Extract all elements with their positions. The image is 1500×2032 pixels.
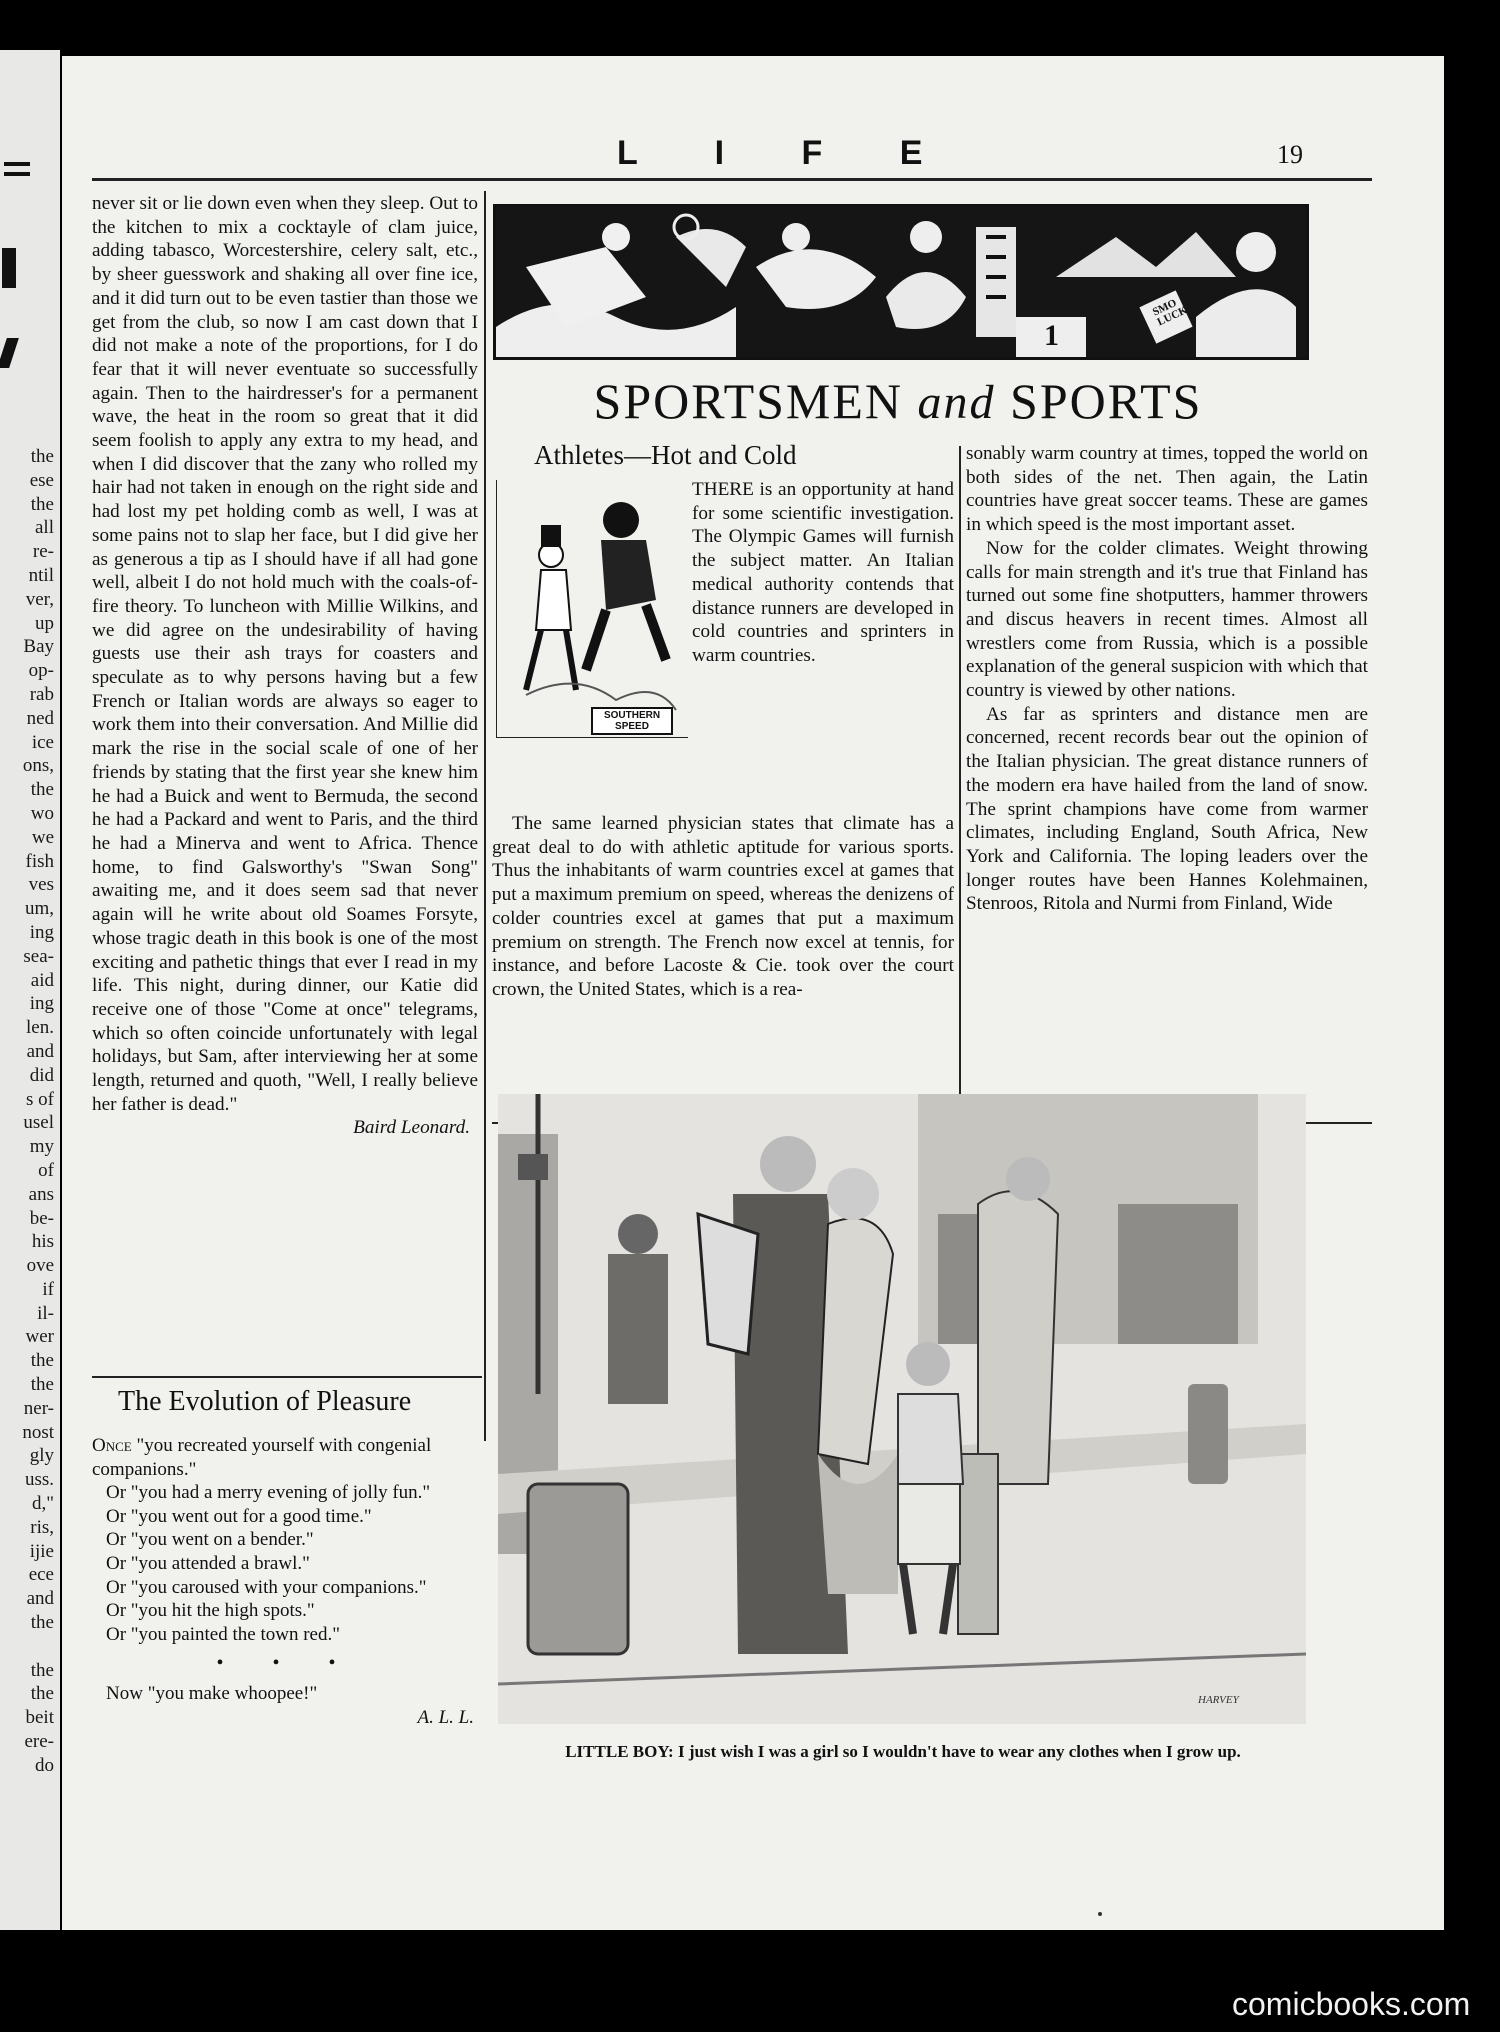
prev-page-word: did <box>29 1064 54 1086</box>
poem-line: Or "you hit the high spots." <box>106 1600 315 1622</box>
prev-page-word: and <box>26 1040 54 1062</box>
page-number: 19 <box>1277 140 1303 169</box>
prev-page-word: the <box>30 493 54 515</box>
prev-page-word: ece <box>28 1564 54 1586</box>
prev-page-word: the <box>30 1612 54 1634</box>
poem-line: Or "you went on a bender." <box>106 1529 314 1551</box>
page-mark-dot <box>1098 1912 1102 1916</box>
prev-page-word: gly <box>29 1445 54 1467</box>
evolution-title: The Evolution of Pleasure <box>118 1386 412 1417</box>
prev-page-word: we <box>31 826 54 848</box>
prev-page-word <box>4 1635 54 1659</box>
previous-page-margin <box>0 50 60 1930</box>
prev-page-mark <box>4 162 30 166</box>
prev-page-word: and <box>26 1588 54 1610</box>
article-subhead: Athletes—Hot and Cold <box>534 440 797 470</box>
prev-page-word: ice <box>31 731 54 753</box>
prev-page-word: fish <box>25 850 54 872</box>
prev-page-word: the <box>30 446 54 467</box>
prev-page-word: ver, <box>25 588 54 610</box>
diary-signature: Baird Leonard. <box>353 1117 470 1139</box>
banner-podium-label: 1 <box>1044 319 1059 352</box>
poem-line: Or "you caroused with your companions." <box>106 1576 427 1598</box>
prev-page-word: ris, <box>30 1516 54 1538</box>
sports-title-word: SPORTSMEN <box>593 373 904 429</box>
prev-page-word: ove <box>26 1255 54 1277</box>
poem-line: Or "you attended a brawl." <box>106 1552 310 1574</box>
prev-page-word: ans <box>28 1183 54 1205</box>
prev-page-mark <box>4 172 30 176</box>
header-rule <box>92 178 1372 181</box>
prev-page-word: ese <box>29 469 54 491</box>
sports-middle-column-bottom <box>492 812 954 1002</box>
prev-page-word: if <box>42 1278 54 1300</box>
prev-page-word: usel <box>23 1112 54 1134</box>
prev-page-word: s of <box>26 1088 54 1110</box>
sports-title-and: and <box>917 376 996 429</box>
prev-page-word: sea- <box>23 945 54 967</box>
caption-speaker: LITTLE BOY: <box>565 1742 674 1761</box>
sports-banner-illustration <box>493 204 1309 360</box>
prev-page-word: ijie <box>29 1540 54 1562</box>
prev-page-word: be- <box>29 1207 54 1229</box>
prev-page-word: the <box>30 1374 54 1396</box>
sports-title <box>493 372 1303 430</box>
banner-art <box>496 207 1306 357</box>
prev-page-word: ing <box>29 921 54 943</box>
sports-paragraph-1-text: is an opportunity at hand for some scientific investigation. The Olympic Games will furnish the subject matter. An Italian medical authority contends that distance runners are developed in cold countries and sprinters in warm countries. <box>692 479 954 666</box>
prev-page-word: of <box>38 1159 54 1181</box>
poem-dots: • • • <box>216 1652 358 1675</box>
prev-page-word: ves <box>28 874 54 896</box>
prev-page-word: the <box>30 1350 54 1372</box>
sports-lead-word: THERE <box>692 479 754 500</box>
prev-page-word: the <box>30 1659 54 1681</box>
prev-page-word: rab <box>29 683 54 705</box>
sports-paragraph-2: The same learned physician states that climate has a great deal to do with athletic aptitude for various sports. Thus the inhabitants of warm countries excel at games that put a maximum premium on speed, whereas the denizens of colder countries excel at games that put a maximum premium on strength. The French now excel at tennis, for instance, and before Lacoste & Cie. took over the court crown, the United States, which is a rea- <box>492 813 954 1000</box>
prev-page-word: wo <box>30 802 54 824</box>
cartoon-caption <box>518 1740 1288 1764</box>
prev-page-word: len. <box>26 1017 54 1039</box>
diary-paragraph: never sit or lie down even when they sleep. Out to the kitchen to mix a cocktayle of clam juice, adding tabasco, Worcestershire, celery salt, etc., by sheer guesswork and shaking all over fine ice, and it did turn out to be even tastier than those we get from the club, so now I am cast down that I did not make a note of the proportions, for I do fear that it will never eventuate so successfully again. Then to the hairdresser's for a permanent wave, the heat in the room so great that it did seem foolish to apply any extra to my head, and when I did discover that the zany who rolled my hair had not taken in enough on the right side and had lost my pet holding comb as well, I was at some pains not to slap her face, but I did give her as generous a tip as I should have if all had gone well, albeit I do not hold much with the coals-of-fire theory. To luncheon with Millie Wilkins, and we did agree on the undesirability of having guests use their ash trays for coasters and speculate as to why persons having but a few French or Italian words are always so eager to work them into their conversation. And Millie did mark the rise in the social scale of one of her friends by stating that the first year she knew him he had a Buick and went to Bermuda, the second he had a Packard and went to Paris, and the third he had a Minerva and went to Africa. Thence home, to find Galsworthy's "Swan Song" awaiting me, and it does seem sad that never again will he write about old Soames Forsyte, whose tragic death in this book is one of the most exciting and pathetic things that ever I read in my life. This night, during dinner, our Katie did receive one of those "Come at once" telegrams, which so often coincide unfortunately with legal holidays, but Sam, after interviewing her at some length, returned and quoth, "Well, I really believe her father is dead." <box>92 193 478 1115</box>
prev-page-word: ntil <box>28 564 54 586</box>
cartoon-artist-signature: HARVEY <box>1198 1694 1239 1706</box>
sports-middle-column-top <box>692 478 954 668</box>
prev-page-word: wer <box>25 1326 54 1348</box>
sports-paragraph-1 <box>692 478 954 668</box>
prev-page-word: ere- <box>24 1731 54 1753</box>
cartoon-art <box>498 1094 1306 1724</box>
sports-right-column <box>966 442 1368 916</box>
prev-page-word: ons, <box>22 755 54 777</box>
prev-page-word: il- <box>37 1302 54 1324</box>
prev-page-word: re- <box>32 541 54 563</box>
prev-page-word: up <box>35 612 54 634</box>
prev-page-word: aid <box>30 969 54 991</box>
poem-line: Or "you painted the town red." <box>106 1623 340 1645</box>
prev-page-word: the <box>30 1683 54 1705</box>
prev-page-word: op- <box>28 660 54 682</box>
sports-paragraph-5: As far as sprinters and distance men are concerned, recent records bear out the opinion of the Italian physician. The great distance runners of the modern era have hailed from the land of snow. The sprint champions have come from warmer climates, including England, South Africa, New York and California. The loping leaders over the longer routes have been Hannes Kolehmainen, Stenroos, Ritola and Nurmi from Finland, Wide <box>966 703 1368 915</box>
prev-page-word: his <box>31 1231 54 1253</box>
caption-text: I just wish I was a girl so I wouldn't have to wear any clothes when I grow up. <box>673 1742 1241 1761</box>
poem-line: Or "you went out for a good time." <box>106 1505 372 1527</box>
southern-speed-illustration <box>496 480 688 738</box>
prev-page-word: ing <box>29 993 54 1015</box>
magazine-title: L I F E <box>617 134 957 172</box>
prev-page-word: my <box>29 1136 54 1158</box>
prev-page-word: all <box>35 517 54 539</box>
prev-page-word: um, <box>24 898 54 920</box>
section-rule <box>92 1376 482 1378</box>
banner-luck-label: SMO LUCK <box>1150 296 1190 329</box>
prev-page-word: the <box>30 779 54 801</box>
prev-page-glyph <box>2 248 16 288</box>
sports-paragraph-3: sonably warm country at times, topped the world on both sides of the net. Then again, the Latin countries have great soccer teams. These are games in which speed is the most important asset. <box>966 443 1368 536</box>
poem-line: Once "you recreated yourself with congenial companions." <box>92 1435 432 1480</box>
poem-closing: Now "you make whoopee!" <box>106 1682 318 1704</box>
prev-page-word: ned <box>26 707 54 729</box>
southern-speed-art <box>496 480 688 738</box>
prev-page-word: d," <box>31 1493 54 1515</box>
poem-signature: A. L. L. <box>417 1706 474 1728</box>
prev-page-word: uss. <box>24 1469 54 1491</box>
cartoon-illustration <box>498 1094 1306 1724</box>
evolution-poem <box>92 1434 482 1729</box>
watermark: comicbooks.com <box>1232 1986 1471 2022</box>
column-rule-right <box>959 446 961 1118</box>
prev-page-word: beit <box>25 1707 54 1729</box>
column-rule-left <box>484 191 486 1441</box>
southern-speed-label: SOUTHERN SPEED <box>603 710 661 732</box>
prev-page-word: nost <box>22 1421 54 1443</box>
magazine-page <box>62 56 1444 1930</box>
left-column <box>92 192 478 1140</box>
prev-page-word: Bay <box>23 636 54 658</box>
prev-page-word: ner- <box>23 1397 54 1419</box>
prev-page-word: do <box>35 1754 54 1776</box>
poem-line: Or "you had a merry evening of jolly fun." <box>106 1482 431 1504</box>
sports-title-word: SPORTS <box>1010 373 1203 429</box>
prev-page-glyph <box>0 338 19 368</box>
previous-page-words <box>4 445 54 1778</box>
sports-paragraph-4: Now for the colder climates. Weight throwing calls for main strength and it's true that Finland has turned out some fine shotputters, hammer throwers and discus heavers in recent times. Almost all wrestlers come from Russia, which is a possible explanation of the general suspicion with which that country is viewed by other nations. <box>966 537 1368 702</box>
